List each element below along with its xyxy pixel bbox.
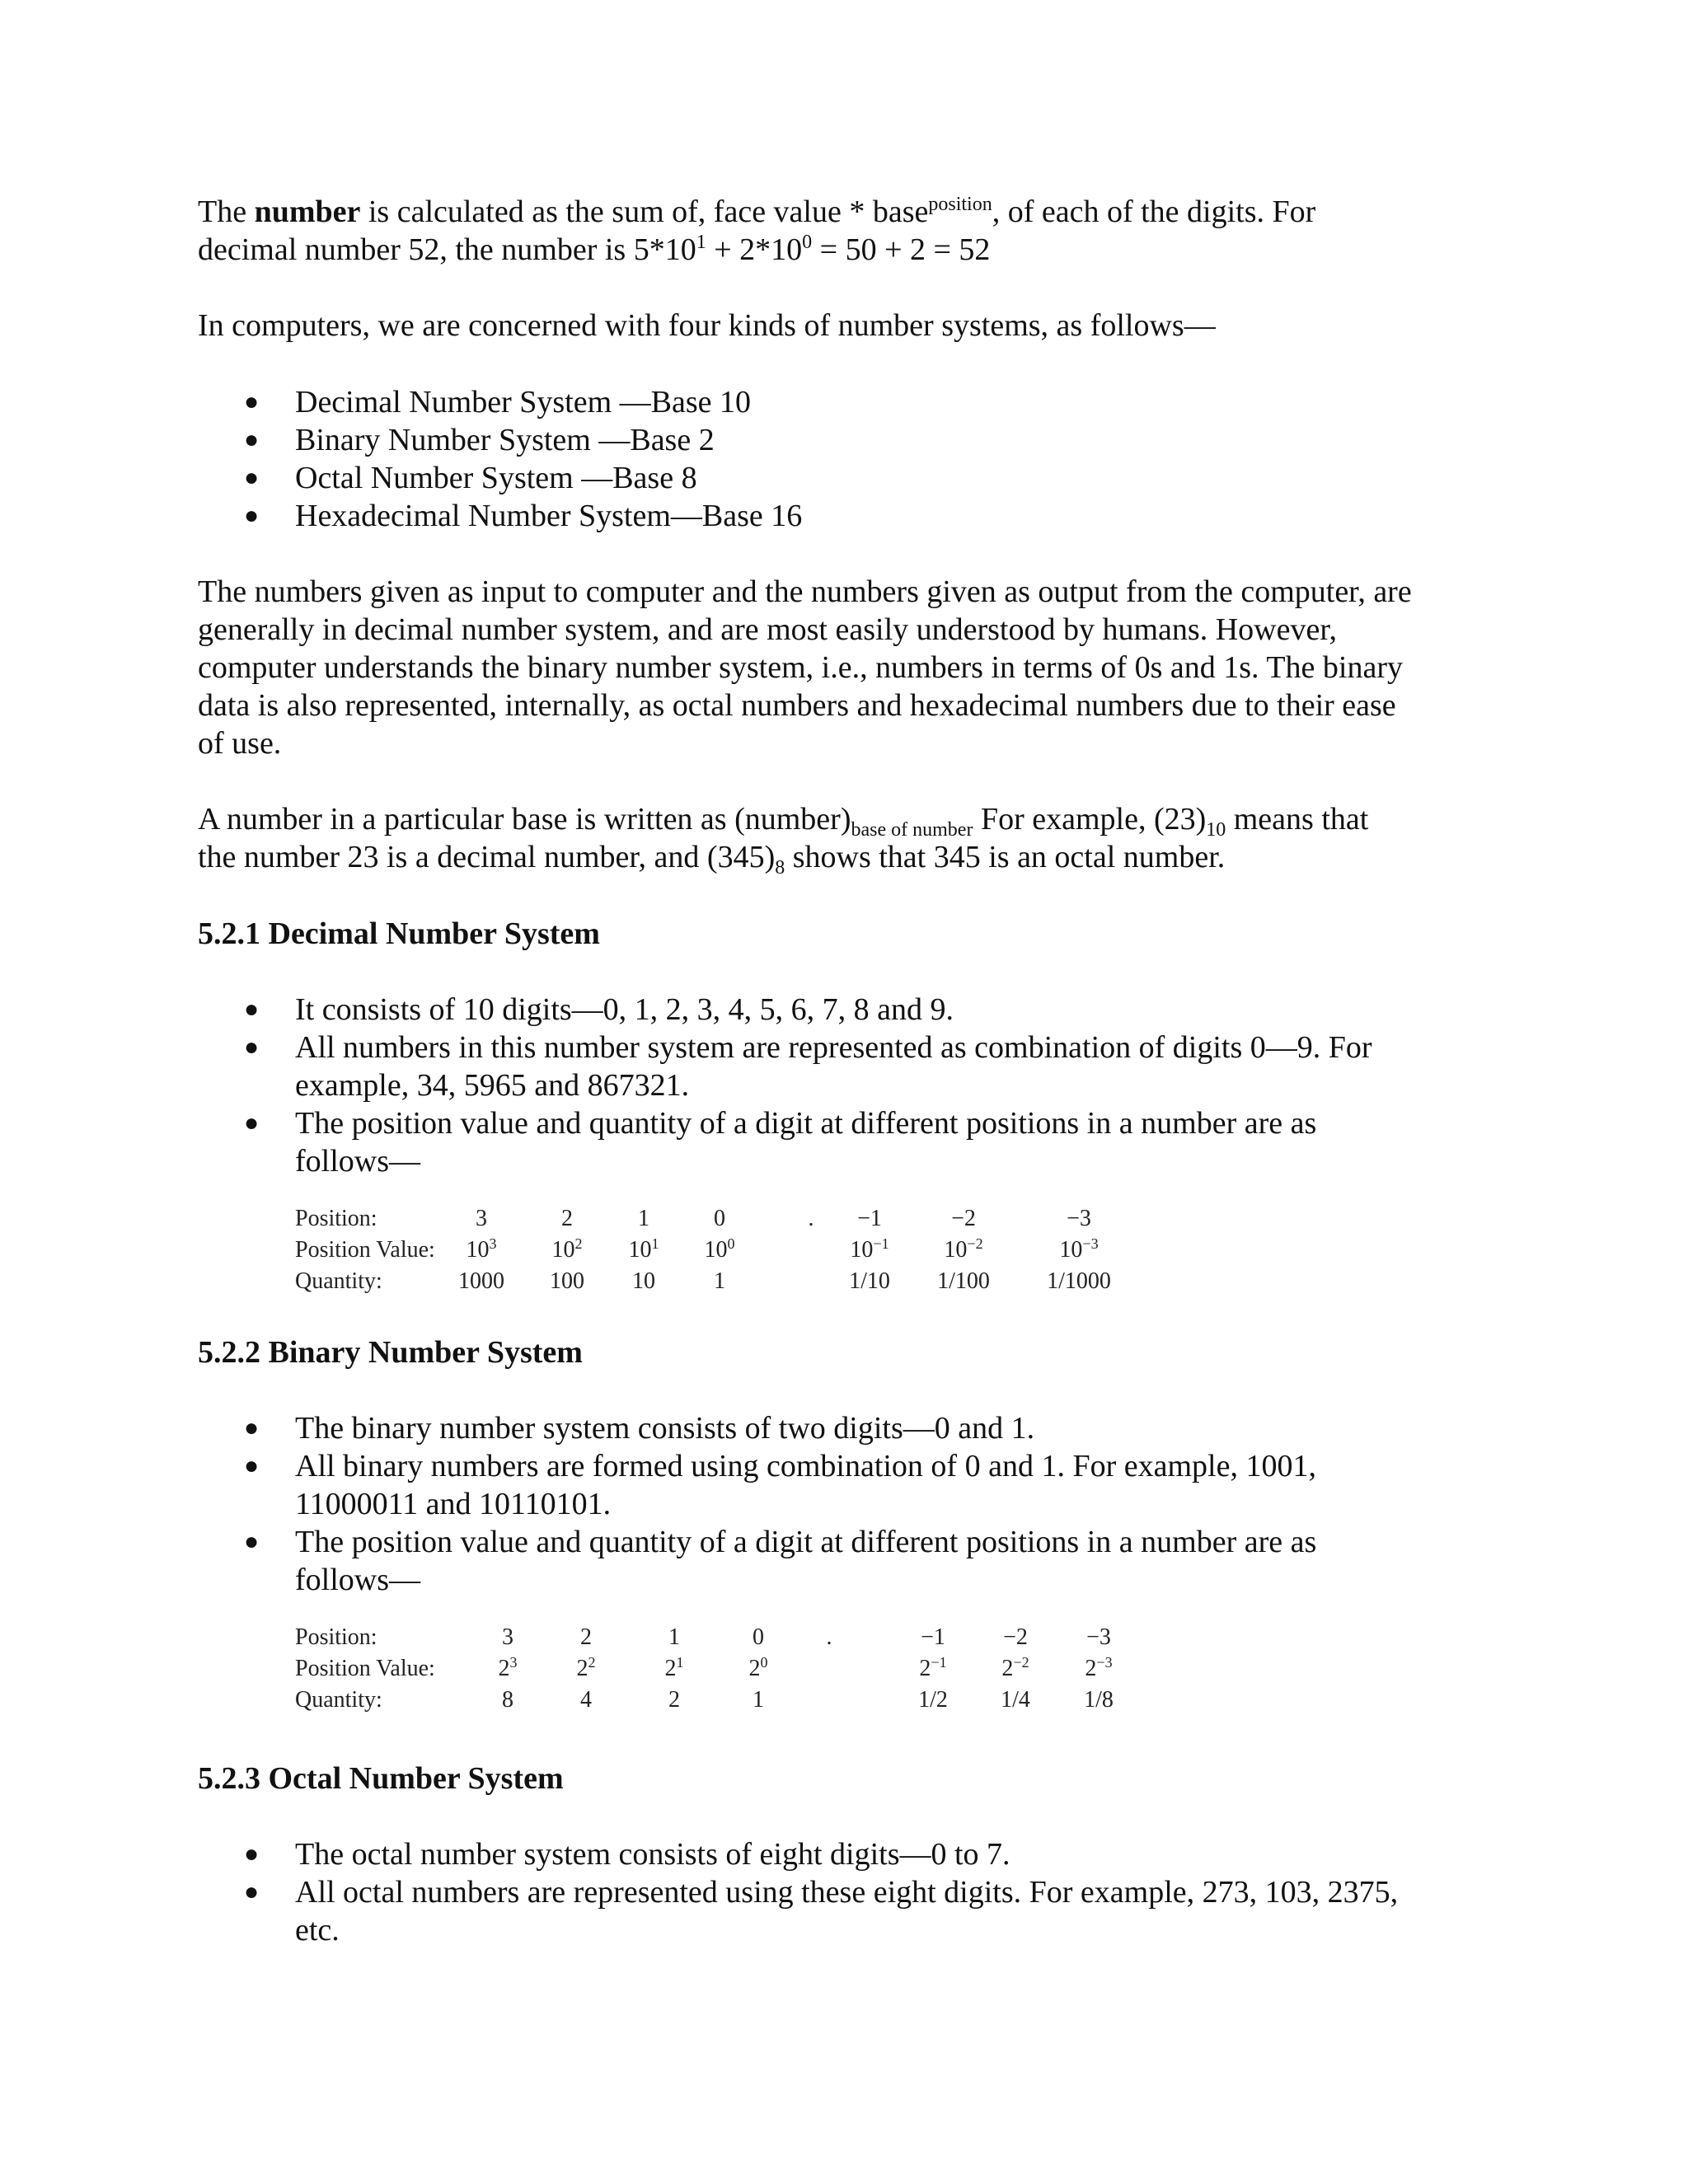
binary-position-table xyxy=(295,1624,1202,1722)
list-item-continued: example, 34, 5965 and 867321. xyxy=(295,1068,690,1103)
quantity-cell: 8 xyxy=(502,1687,513,1713)
quantity-cell: 100 xyxy=(550,1268,584,1294)
quantity-cell: 1000 xyxy=(458,1268,504,1294)
list-item: Decimal Number System —Base 10 xyxy=(295,385,752,419)
position-cell: −1 xyxy=(921,1624,945,1650)
list-item: All octal numbers are represented using these eight digits. For example, 273, 103, 2375, xyxy=(295,1875,1399,1910)
list-item-continued: etc. xyxy=(295,1913,340,1947)
bullet-icon: ● xyxy=(244,996,260,1023)
bullet-icon: ● xyxy=(244,1452,260,1479)
position-cell: 3 xyxy=(502,1624,513,1650)
intro-line-2: decimal number 52, the number is $5*10^1 + 2*10^0 = 50 + 2 = 52$ xyxy=(198,232,991,267)
quantity-cell: 1 xyxy=(714,1268,725,1294)
bullet-icon: ● xyxy=(244,502,260,529)
decimal-position-table xyxy=(295,1205,1202,1304)
position-value-cell: $10^1$ xyxy=(628,1235,659,1263)
intro-line-1: The number is calculated as the sum of, face value * base$^{position}$, of each of the digits. For xyxy=(198,194,1316,229)
position-cell: −3 xyxy=(1067,1206,1091,1231)
list-item-continued: 11000011 and 10110101. xyxy=(295,1487,612,1521)
list-item: The position value and quantity of a digit at different positions in a number are as xyxy=(295,1106,1317,1141)
position-value-cell: $10^{-2}$ xyxy=(944,1235,983,1263)
list-item: Binary Number System —Base 2 xyxy=(295,423,715,457)
position-value-cell: $2^{-1}$ xyxy=(919,1654,947,1681)
position-value-cell: $2^{-2}$ xyxy=(1001,1654,1029,1681)
list-item: The octal number system consists of eight digits—0 to 7. xyxy=(295,1837,1010,1872)
section-heading-decimal: 5.2.1 Decimal Number System xyxy=(198,916,600,951)
position-cell: . xyxy=(826,1624,832,1650)
table-row-label: Position Value: xyxy=(295,1656,435,1681)
position-cell: 0 xyxy=(714,1206,725,1231)
position-value-cell: $2^3$ xyxy=(498,1654,518,1681)
position-value-cell: $10^2$ xyxy=(551,1235,583,1263)
bullet-icon: ● xyxy=(244,464,260,491)
table-row-label: Quantity: xyxy=(295,1268,382,1294)
list-item: The position value and quantity of a digit at different positions in a number are as xyxy=(295,1525,1317,1559)
paragraph-line: computer understands the binary number system, i.e., numbers in terms of 0s and 1s. The binary xyxy=(198,650,1403,685)
position-value-cell: $10^{-3}$ xyxy=(1059,1235,1099,1263)
paragraph-base-line-1: A number in a particular base is written as $(number)_{base of number}$ For example, $(23)_{10}$ means that xyxy=(198,802,1369,841)
bullet-icon: ● xyxy=(244,1414,260,1441)
quantity-cell: 1/100 xyxy=(937,1268,990,1294)
list-item: It consists of 10 digits—0, 1, 2, 3, 4, 5, 6, 7, 8 and 9. xyxy=(295,992,954,1027)
quantity-cell: 4 xyxy=(580,1687,592,1713)
quantity-cell: 1 xyxy=(753,1687,764,1713)
position-cell: −3 xyxy=(1086,1624,1111,1650)
bullet-icon: ● xyxy=(244,1528,260,1555)
quantity-cell: 2 xyxy=(668,1687,680,1713)
section-heading-binary: 5.2.2 Binary Number System xyxy=(198,1335,583,1370)
list-item: All binary numbers are formed using combination of 0 and 1. For example, 1001, xyxy=(295,1449,1316,1483)
section-heading-octal: 5.2.3 Octal Number System xyxy=(198,1761,564,1796)
list-item-continued: follows— xyxy=(295,1563,420,1597)
position-cell: 1 xyxy=(638,1206,649,1231)
paragraph-line: generally in decimal number system, and are most easily understood by humans. However, xyxy=(198,612,1337,647)
position-cell: 2 xyxy=(561,1206,573,1231)
list-item-continued: follows— xyxy=(295,1144,420,1179)
paragraph-line: The numbers given as input to computer and the numbers given as output from the computer, are xyxy=(198,574,1412,609)
position-cell: 1 xyxy=(668,1624,680,1650)
quantity-cell: 1/1000 xyxy=(1047,1268,1111,1294)
position-cell: 2 xyxy=(580,1624,592,1650)
position-value-cell: $2^0$ xyxy=(748,1654,768,1681)
position-cell: 0 xyxy=(753,1624,764,1650)
kinds-intro: In computers, we are concerned with four kinds of number systems, as follows— xyxy=(198,308,1216,343)
list-item: All numbers in this number system are represented as combination of digits 0—9. For xyxy=(295,1030,1372,1065)
quantity-cell: 1/10 xyxy=(849,1268,890,1294)
bullet-icon: ● xyxy=(244,388,260,415)
table-row-label: Position: xyxy=(295,1624,377,1650)
quantity-cell: 1/8 xyxy=(1084,1687,1114,1713)
bullet-icon: ● xyxy=(244,1878,260,1905)
position-value-cell: $10^3$ xyxy=(466,1235,497,1263)
paragraph-line: data is also represented, internally, as octal numbers and hexadecimal numbers due to their ease xyxy=(198,688,1396,723)
position-cell: −2 xyxy=(1003,1624,1028,1650)
table-row-label: Position Value: xyxy=(295,1237,435,1263)
position-cell: −2 xyxy=(951,1206,976,1231)
quantity-cell: 1/4 xyxy=(1001,1687,1030,1713)
list-item: The binary number system consists of two digits—0 and 1. xyxy=(295,1411,1035,1446)
bullet-icon: ● xyxy=(244,426,260,453)
quantity-cell: 1/2 xyxy=(918,1687,948,1713)
list-item: Hexadecimal Number System—Base 16 xyxy=(295,499,803,533)
position-value-cell: $2^{-3}$ xyxy=(1085,1654,1113,1681)
position-value-cell: $10^0$ xyxy=(704,1235,735,1263)
bullet-icon: ● xyxy=(244,1109,260,1137)
bold-term: number xyxy=(254,194,361,229)
quantity-cell: 10 xyxy=(632,1268,655,1294)
bullet-icon: ● xyxy=(244,1033,260,1061)
position-value-cell: $2^1$ xyxy=(664,1654,684,1681)
paragraph-line: of use. xyxy=(198,726,282,761)
table-row-label: Position: xyxy=(295,1206,377,1231)
position-cell: −1 xyxy=(857,1206,882,1231)
bullet-icon: ● xyxy=(244,1840,260,1868)
paragraph-base-line-2: the number 23 is a decimal number, and $(345)_8$ shows that 345 is an octal number. xyxy=(198,840,1226,879)
table-row-label: Quantity: xyxy=(295,1687,382,1713)
list-item: Octal Number System —Base 8 xyxy=(295,461,697,495)
position-value-cell: $10^{-1}$ xyxy=(850,1235,889,1263)
position-value-cell: $2^2$ xyxy=(576,1654,596,1681)
position-cell: 3 xyxy=(476,1206,487,1231)
position-cell: . xyxy=(808,1206,814,1231)
